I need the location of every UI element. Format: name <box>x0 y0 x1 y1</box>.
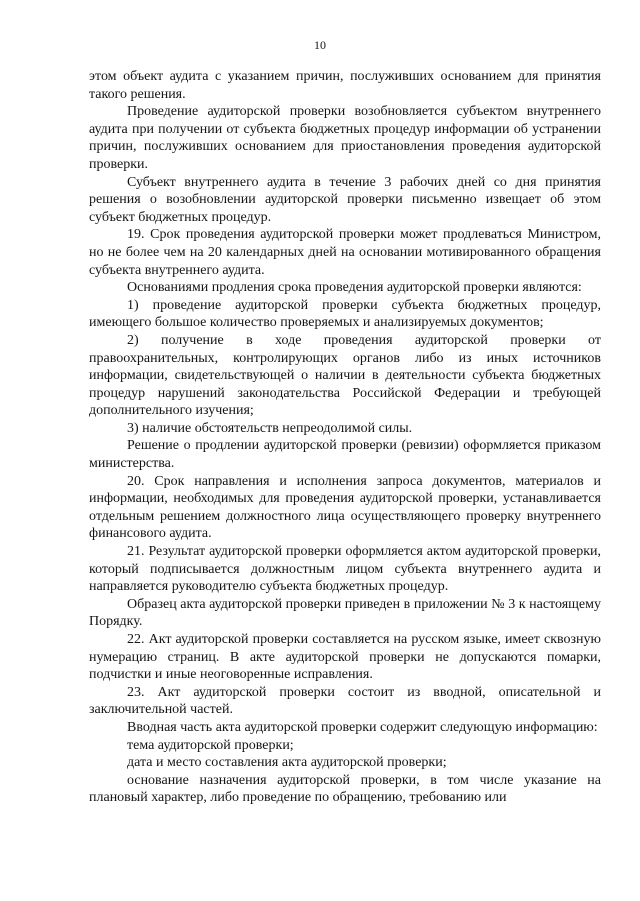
paragraph: 22. Акт аудиторской проверки составляется на русском языке, имеет сквозную нумерацию страниц. В акте аудиторской проверки не допускаются помарки, подчистки и иные неоговоренные исправления. <box>89 632 601 683</box>
document-body <box>89 68 601 807</box>
paragraph: 23. Акт аудиторской проверки состоит из вводной, описательной и заключительной частей. <box>89 684 601 718</box>
paragraph: Решение о продлении аудиторской проверки (ревизии) оформляется приказом министерства. <box>89 438 601 472</box>
paragraph: 19. Срок проведения аудиторской проверки может продлеваться Министром, но не более чем на 20 календарных дней на основании мотивированного обращения субъекта внутреннего аудита. <box>89 227 601 278</box>
paragraph: Субъект внутреннего аудита в течение 3 рабочих дней со дня принятия решения о возобновлении аудиторской проверки письменно извещает об этом субъект бюджетных процедур. <box>89 174 601 225</box>
page-number: 10 <box>314 38 326 52</box>
paragraph: дата и место составления акта аудиторской проверки; <box>127 755 447 771</box>
paragraph: 2) получение в ходе проведения аудиторской проверки от правоохранительных, контролирующих органов либо из иных источников информации, свидетельствующей о наличии в деятельности субъекта бюджетных процедур нарушений законодательства Российской Федерации и требующей дополнительного изучения; <box>89 332 601 419</box>
paragraph: 3) наличие обстоятельств непреодолимой силы. <box>127 420 413 436</box>
paragraph: Образец акта аудиторской проверки приведен в приложении № 3 к настоящему Порядку. <box>89 596 601 630</box>
paragraph: тема аудиторской проверки; <box>127 737 294 753</box>
paragraph: основание назначения аудиторской проверки, в том числе указание на плановый характер, либо проведение по обращению, требованию или <box>89 772 601 806</box>
paragraph: Вводная часть акта аудиторской проверки содержит следующую информацию: <box>127 719 598 735</box>
paragraph: 20. Срок направления и исполнения запроса документов, материалов и информации, необходимых для проведения аудиторской проверки, устанавливается отдельным решением должностного лица осуществляющего проверку внутреннего финансового аудита. <box>89 473 601 542</box>
paragraph: Основаниями продления срока проведения аудиторской проверки являются: <box>127 280 582 296</box>
paragraph: этом объект аудита с указанием причин, послуживших основанием для принятия такого решения. <box>89 69 601 102</box>
paragraph: Проведение аудиторской проверки возобновляется субъектом внутреннего аудита при получении от субъекта бюджетных процедур информации об устранении причин, послуживших основанием для приостановления проведения аудиторской проверки. <box>89 104 601 172</box>
paragraph: 1) проведение аудиторской проверки субъекта бюджетных процедур, имеющего большое количество проверяемых и анализируемых документов; <box>89 297 601 331</box>
paragraph: 21. Результат аудиторской проверки оформляется актом аудиторской проверки, который подписывается должностным лицом субъекта внутреннего аудита и направляется руководителю субъекта бюджетных процедур. <box>89 544 601 595</box>
